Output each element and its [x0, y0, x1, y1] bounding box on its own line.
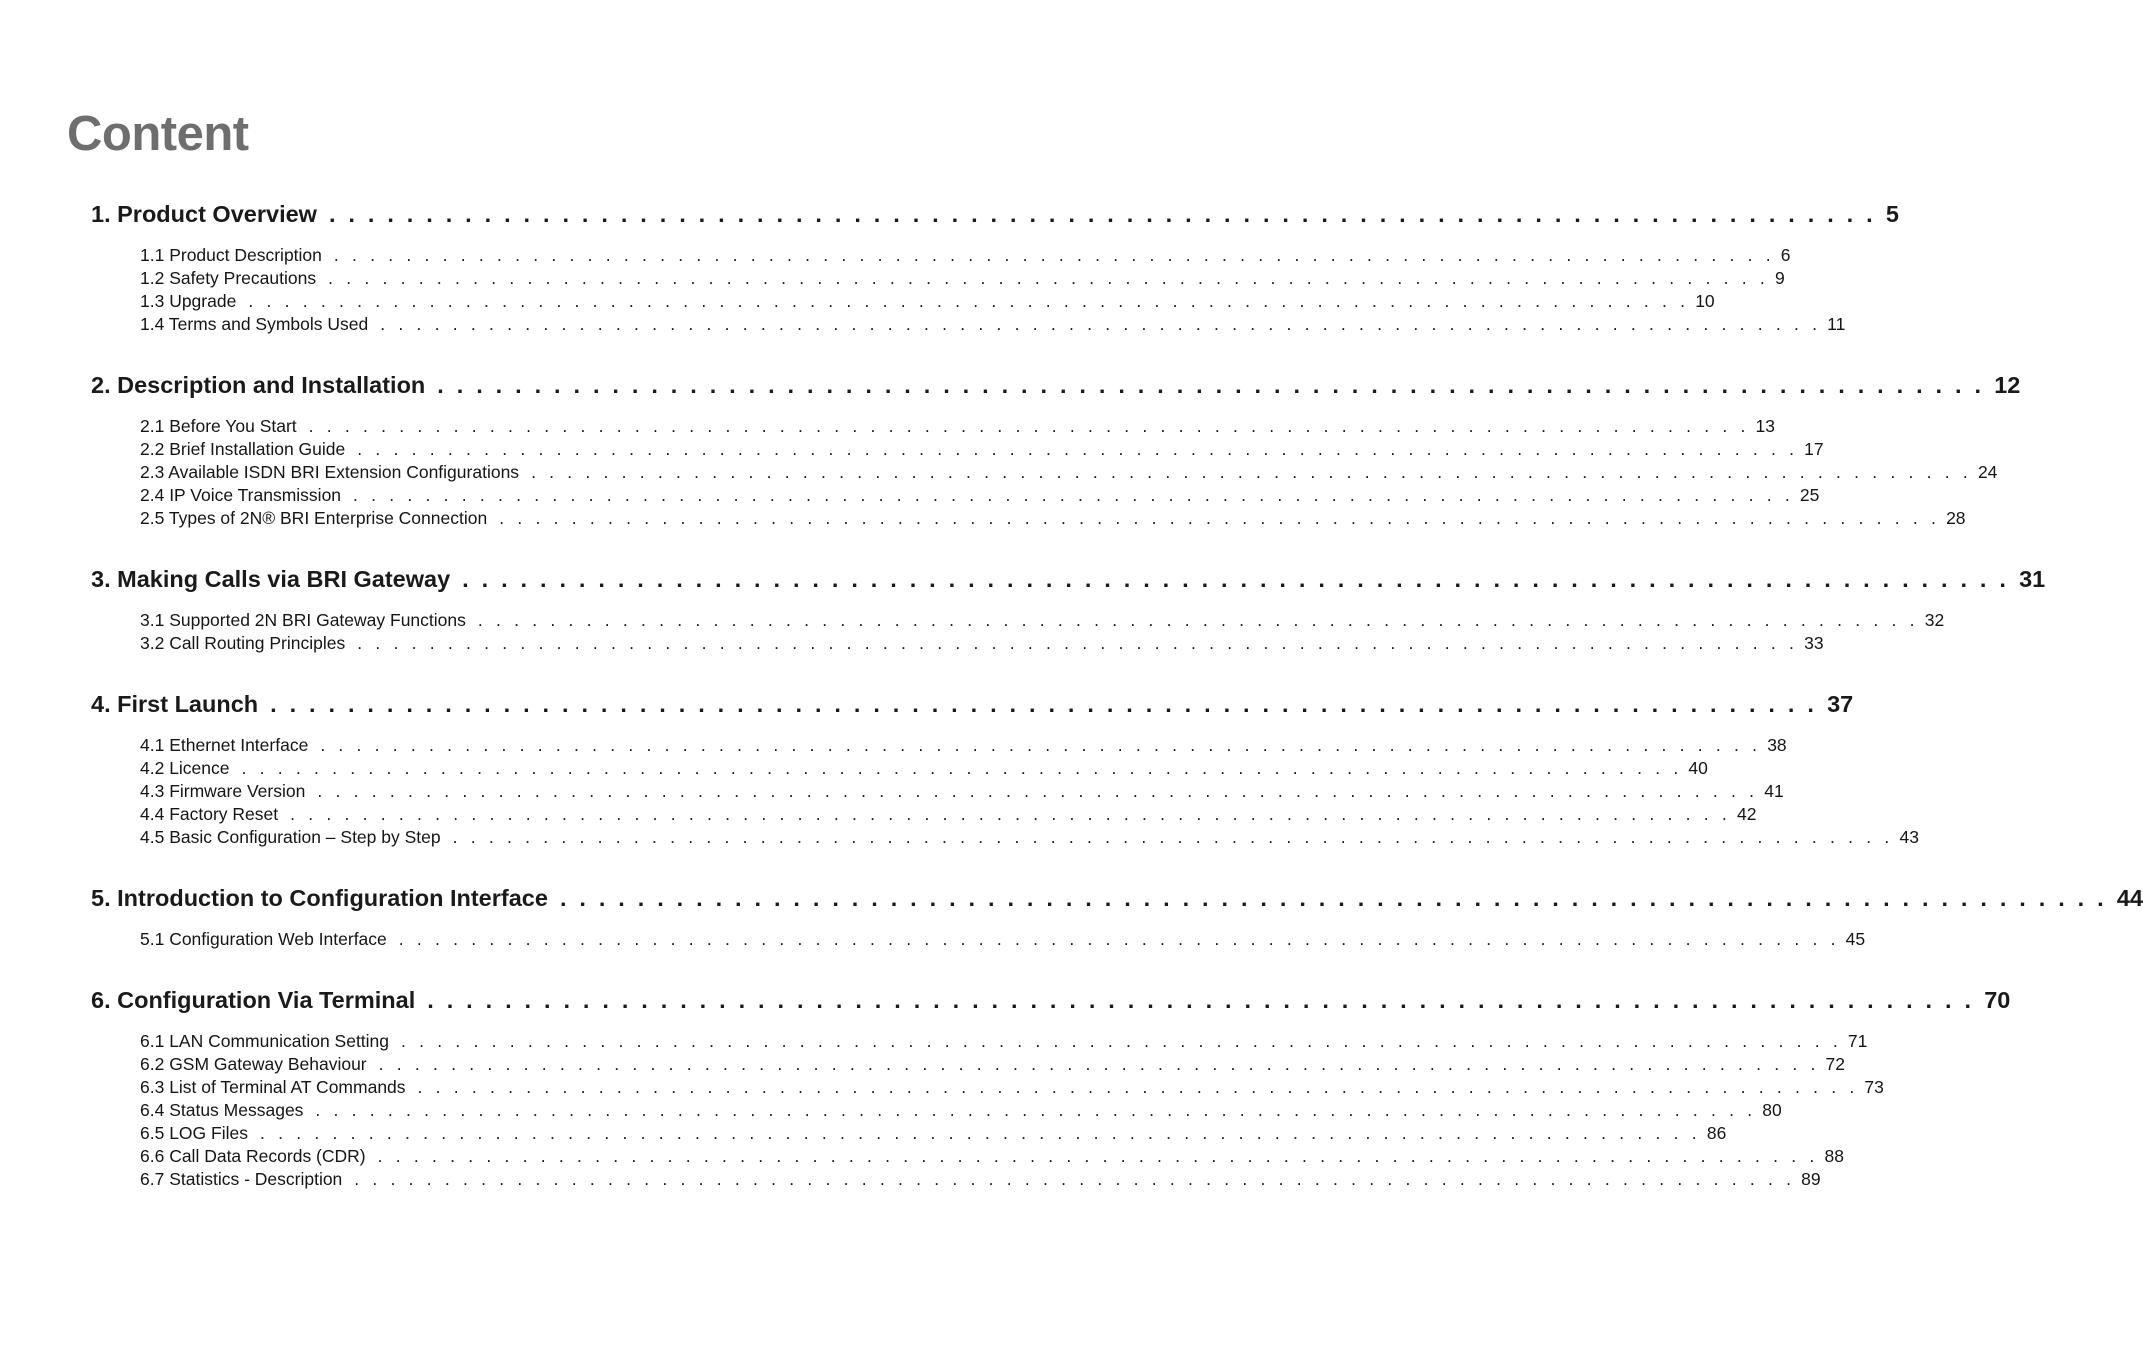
toc-section[interactable] — [140, 462, 1998, 484]
section-title: 5.1 Configuration Web Interface — [140, 929, 387, 949]
toc-section[interactable] — [140, 1031, 1868, 1053]
toc-section[interactable] — [140, 804, 1757, 826]
section-title: 6.2 GSM Gateway Behaviour — [140, 1054, 367, 1074]
section-title: 6.3 List of Terminal AT Commands — [140, 1077, 406, 1097]
section-title: 6.4 Status Messages — [140, 1100, 304, 1120]
dot-leader: . . . . . . . . . . . . . . . . . . . . . . . . . . . . . . . . . . . . . . . . . . . . . . . . . . . . . . . . . . . . . . . . . . . . . . . . . . . . . . . . — [333, 245, 1775, 265]
dot-leader: . . . . . . . . . . . . . . . . . . . . . . . . . . . . . . . . . . . . . . . . . . . . . . . . . . . . . . . . . . . . . . . . . . . . . . . . . . . . . . . . — [357, 633, 1799, 653]
toc-section[interactable] — [140, 610, 1945, 632]
page-number: 9 — [1774, 268, 1785, 288]
dot-leader: . . . . . . . . . . . . . . . . . . . . . . . . . . . . . . . . . . . . . . . . . . . . . . . . . . . . . . . . . . . . . . . . . . . . . . . . . . . . . . . . — [259, 1123, 1701, 1143]
page-number: 73 — [1864, 1077, 1884, 1097]
dot-leader: . . . . . . . . . . . . . . . . . . . . . . . . . . . . . . . . . . . . . . . . . . . . . . . . . . . . . . . . . . . . . . . . . . . . . . . . . . . . . . . . — [477, 610, 1919, 630]
toc-section[interactable] — [140, 827, 1919, 849]
page-number: 31 — [2019, 566, 2046, 592]
section-title: 1.1 Product Description — [140, 245, 322, 265]
section-title: 2.5 Types of 2N® BRI Enterprise Connection — [140, 508, 488, 528]
dot-leader: . . . . . . . . . . . . . . . . . . . . . . . . . . . . . . . . . . . . . . . . . . . . . . . . . . . . . . . . . . . . . . . . . . . . . . . . . . . . . . . . — [241, 758, 1683, 778]
section-title: 6.1 LAN Communication Setting — [140, 1031, 390, 1051]
section-title: 4.1 Ethernet Interface — [140, 735, 309, 755]
dot-leader: . . . . . . . . . . . . . . . . . . . . . . . . . . . . . . . . . . . . . . . . . . . . . . . . . . . . . . . . . . . . . . . . . . . . . . . . . . . . . . . . — [317, 781, 1759, 801]
dot-leader: . . . . . . . . . . . . . . . . . . . . . . . . . . . . . . . . . . . . . . . . . . . . . . . . . . . . . . . . . . . . . . . . . . . . . . . . . . . . . . . . — [315, 1100, 1757, 1120]
dot-leader: . . . . . . . . . . . . . . . . . . . . . . . . . . . . . . . . . . . . . . . . . . . . . . . . . . . . . . . . . . . . . . . . . . . . . . . . . . . . . . . . — [248, 291, 1690, 311]
section-title: 4.5 Basic Configuration – Step by Step — [140, 827, 441, 847]
section-title: 3.2 Call Routing Principles — [140, 633, 346, 653]
section-title: 6.6 Call Data Records (CDR) — [140, 1146, 366, 1166]
dot-leader: . . . . . . . . . . . . . . . . . . . . . . . . . . . . . . . . . . . . . . . . . . . . . . . . . . . . . . . . . . . . . . . . . . . . . . . . . . . . . . . . — [320, 735, 1762, 755]
page-number: 70 — [1984, 987, 2011, 1013]
page-number: 6 — [1780, 245, 1791, 265]
page-number: 40 — [1688, 758, 1708, 778]
section-title: 2.1 Before You Start — [140, 416, 297, 436]
dot-leader: . . . . . . . . . . . . . . . . . . . . . . . . . . . . . . . . . . . . . . . . . . . . . . . . . . . . . . . . . . . . . . . . . . . . . . . . . . . . . . . . — [354, 1169, 1796, 1189]
dot-leader: . . . . . . . . . . . . . . . . . . . . . . . . . . . . . . . . . . . . . . . . . . . . . . . . . . . . . . . . . . . . . . . . . . . . . . . . . . . . . . . . — [308, 416, 1750, 436]
toc-section[interactable] — [140, 1169, 1821, 1191]
page-number: 42 — [1737, 804, 1757, 824]
section-title: 1.4 Terms and Symbols Used — [140, 314, 369, 334]
toc-section[interactable] — [140, 1054, 1845, 1076]
page-number: 43 — [1899, 827, 1919, 847]
page-number: 88 — [1824, 1146, 1844, 1166]
page-number: 13 — [1755, 416, 1775, 436]
dot-leader: . . . . . . . . . . . . . . . . . . . . . . . . . . . . . . . . . . . . . . . . . . . . . . . . . . . . . . . . . . . . . . . . . . . . . . . . . . . . . . . . — [377, 1146, 1819, 1166]
toc-section[interactable] — [140, 485, 1820, 507]
page-number: 71 — [1847, 1031, 1868, 1051]
page-number: 10 — [1695, 291, 1715, 311]
page-number: 86 — [1706, 1123, 1727, 1143]
page-number: 72 — [1825, 1054, 1845, 1074]
page-number: 44 — [2116, 885, 2143, 911]
chapter-title: 3. Making Calls via BRI Gateway — [91, 566, 451, 592]
toc-section[interactable] — [140, 929, 1866, 951]
page-number: 38 — [1767, 735, 1787, 755]
page-number: 80 — [1762, 1100, 1782, 1120]
dot-leader: . . . . . . . . . . . . . . . . . . . . . . . . . . . . . . . . . . . . . . . . . . . . . . . . . . . . . . . . . . . . . . . . . . . . . . . . . . . . . . . . — [452, 827, 1894, 847]
toc-section[interactable] — [140, 781, 1784, 803]
dot-leader: . . . . . . . . . . . . . . . . . . . . . . . . . . . . . . . . . . . . . . . . . . . . . . . . . . . . . . . . . . . . . . . . . . . . . . . . . . . . . . . . — [427, 987, 1975, 1013]
chapter-title: 5. Introduction to Configuration Interface — [91, 885, 548, 911]
page-number: 89 — [1801, 1169, 1821, 1189]
toc-chapter[interactable] — [91, 201, 1899, 231]
toc-section[interactable] — [140, 245, 1791, 267]
page-number: 11 — [1827, 314, 1846, 334]
page-number: 32 — [1924, 610, 1945, 630]
toc-section[interactable] — [140, 1146, 1844, 1168]
toc-section[interactable] — [140, 439, 1824, 461]
section-title: 2.4 IP Voice Transmission — [140, 485, 342, 505]
dot-leader: . . . . . . . . . . . . . . . . . . . . . . . . . . . . . . . . . . . . . . . . . . . . . . . . . . . . . . . . . . . . . . . . . . . . . . . . . . . . . . . . — [380, 314, 1822, 334]
toc-chapter[interactable] — [91, 691, 1854, 721]
page-number: 12 — [1994, 372, 2021, 398]
chapter-title: 2. Description and Installation — [91, 372, 426, 398]
section-title: 3.1 Supported 2N BRI Gateway Functions — [140, 610, 466, 630]
dot-leader: . . . . . . . . . . . . . . . . . . . . . . . . . . . . . . . . . . . . . . . . . . . . . . . . . . . . . . . . . . . . . . . . . . . . . . . . . . . . . . . . — [531, 462, 1972, 482]
toc-chapter[interactable] — [91, 566, 2046, 596]
section-title: 2.3 Available ISDN BRI Extension Configurations — [140, 462, 520, 482]
section-title: 6.7 Statistics - Description — [140, 1169, 343, 1189]
chapter-title: 4. First Launch — [91, 691, 259, 717]
page-number: 5 — [1885, 201, 1899, 227]
chapter-title: 1. Product Overview — [91, 201, 317, 227]
toc-section[interactable] — [140, 1077, 1884, 1099]
dot-leader: . . . . . . . . . . . . . . . . . . . . . . . . . . . . . . . . . . . . . . . . . . . . . . . . . . . . . . . . . . . . . . . . . . . . . . . . . . . . . . . . — [270, 691, 1818, 717]
section-title: 4.4 Factory Reset — [140, 804, 279, 824]
toc-chapter[interactable] — [91, 885, 2143, 915]
page-title: Content — [67, 107, 249, 161]
toc-chapter[interactable] — [91, 987, 2011, 1017]
dot-leader: . . . . . . . . . . . . . . . . . . . . . . . . . . . . . . . . . . . . . . . . . . . . . . . . . . . . . . . . . . . . . . . . . . . . . . . . . . . . . . . . — [499, 508, 1941, 528]
dot-leader: . . . . . . . . . . . . . . . . . . . . . . . . . . . . . . . . . . . . . . . . . . . . . . . . . . . . . . . . . . . . . . . . . . . . . . . . . . . . . . . . — [462, 566, 2010, 592]
section-title: 4.2 Licence — [140, 758, 230, 778]
page-number: 25 — [1799, 485, 1820, 505]
dot-leader: . . . . . . . . . . . . . . . . . . . . . . . . . . . . . . . . . . . . . . . . . . . . . . . . . . . . . . . . . . . . . . . . . . . . . . . . . . . . . . . . — [401, 1031, 1842, 1051]
dot-leader: . . . . . . . . . . . . . . . . . . . . . . . . . . . . . . . . . . . . . . . . . . . . . . . . . . . . . . . . . . . . . . . . . . . . . . . . . . . . . . . . — [398, 929, 1840, 949]
page-number: 33 — [1804, 633, 1824, 653]
toc-section[interactable] — [140, 268, 1785, 290]
section-title: 1.3 Upgrade — [140, 291, 237, 311]
dot-leader: . . . . . . . . . . . . . . . . . . . . . . . . . . . . . . . . . . . . . . . . . . . . . . . . . . . . . . . . . . . . . . . . . . . . . . . . . . . . . . . . — [559, 885, 2107, 911]
dot-leader: . . . . . . . . . . . . . . . . . . . . . . . . . . . . . . . . . . . . . . . . . . . . . . . . . . . . . . . . . . . . . . . . . . . . . . . . . . . . . . . . — [357, 439, 1799, 459]
page-number: 41 — [1764, 781, 1784, 801]
page-number: 45 — [1845, 929, 1866, 949]
chapter-title: 6. Configuration Via Terminal — [91, 987, 416, 1013]
dot-leader: . . . . . . . . . . . . . . . . . . . . . . . . . . . . . . . . . . . . . . . . . . . . . . . . . . . . . . . . . . . . . . . . . . . . . . . . . . . . . . . . — [353, 485, 1794, 505]
toc-section[interactable] — [140, 508, 1966, 530]
toc-section[interactable] — [140, 416, 1775, 438]
dot-leader: . . . . . . . . . . . . . . . . . . . . . . . . . . . . . . . . . . . . . . . . . . . . . . . . . . . . . . . . . . . . . . . . . . . . . . . . . . . . . . . . — [328, 201, 1876, 227]
toc-chapter[interactable] — [91, 372, 2021, 402]
page-number: 37 — [1827, 691, 1854, 717]
section-title: 6.5 LOG Files — [140, 1123, 248, 1143]
toc-section[interactable] — [140, 1100, 1782, 1122]
toc-section[interactable] — [140, 291, 1715, 313]
section-title: 1.2 Safety Precautions — [140, 268, 317, 288]
dot-leader: . . . . . . . . . . . . . . . . . . . . . . . . . . . . . . . . . . . . . . . . . . . . . . . . . . . . . . . . . . . . . . . . . . . . . . . . . . . . . . . . — [437, 372, 1985, 398]
dot-leader: . . . . . . . . . . . . . . . . . . . . . . . . . . . . . . . . . . . . . . . . . . . . . . . . . . . . . . . . . . . . . . . . . . . . . . . . . . . . . . . . — [417, 1077, 1859, 1097]
page-number: 17 — [1804, 439, 1824, 459]
toc-section[interactable] — [140, 758, 1708, 780]
section-title: 2.2 Brief Installation Guide — [140, 439, 346, 459]
toc-section[interactable] — [140, 1123, 1727, 1145]
toc-section[interactable] — [140, 735, 1787, 757]
page-number: 24 — [1977, 462, 1998, 482]
page-number: 28 — [1946, 508, 1966, 528]
dot-leader: . . . . . . . . . . . . . . . . . . . . . . . . . . . . . . . . . . . . . . . . . . . . . . . . . . . . . . . . . . . . . . . . . . . . . . . . . . . . . . . . — [328, 268, 1769, 288]
section-title: 4.3 Firmware Version — [140, 781, 306, 801]
toc-section[interactable] — [140, 314, 1846, 336]
toc-section[interactable] — [140, 633, 1824, 655]
dot-leader: . . . . . . . . . . . . . . . . . . . . . . . . . . . . . . . . . . . . . . . . . . . . . . . . . . . . . . . . . . . . . . . . . . . . . . . . . . . . . . . . — [378, 1054, 1820, 1074]
dot-leader: . . . . . . . . . . . . . . . . . . . . . . . . . . . . . . . . . . . . . . . . . . . . . . . . . . . . . . . . . . . . . . . . . . . . . . . . . . . . . . . . — [290, 804, 1731, 824]
